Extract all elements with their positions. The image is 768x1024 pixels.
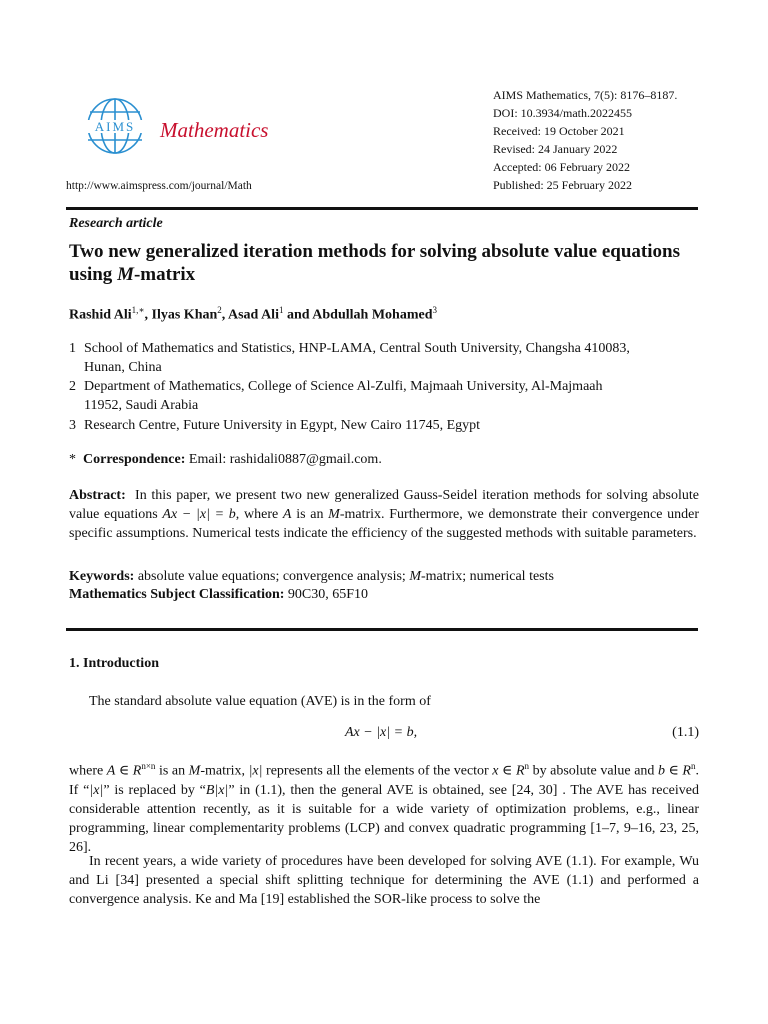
author-name: Abdullah Mohamed	[312, 307, 433, 323]
globe-icon	[74, 95, 156, 157]
section-divider	[66, 628, 698, 631]
author-name: Asad Ali	[228, 307, 279, 323]
title-line-1: Two new generalized iteration methods for solving absolute value equations	[69, 241, 680, 262]
abstract: Abstract: In this paper, we present two new generalized Gauss-Seidel iteration methods for solving absolute value equations Ax − |x| = b, where A is an M-matrix. Furthermore, we demonstrate their convergence under specific assumptions. Numerical tests indicate the efficiency of the suggested methods with suitable parameters.	[69, 488, 699, 541]
aims-logo	[74, 95, 156, 157]
equation-number: (1.1)	[672, 725, 699, 740]
author-name: Rashid Ali	[69, 307, 132, 323]
meta-line[interactable]: DOI: 10.3934/math.2022455	[493, 106, 632, 120]
author-name: Ilyas Khan	[151, 307, 218, 323]
affiliation-1: 1 School of Mathematics and Statistics, HNP-LAMA, Central South University, Changsha 410083, Hunan, China	[69, 341, 630, 375]
correspondence-email[interactable]: Email: rashidali0887@gmail.com.	[188, 452, 382, 467]
meta-line: Revised: 24 January 2022	[493, 142, 618, 156]
article-title	[69, 240, 709, 286]
journal-name: Mathematics	[160, 118, 269, 142]
author-list: Rashid Ali$^{1,∗}$, Ilyas Khan$^2$, Asad Ali$^1$ and Abdullah Mohamed$^3$	[69, 305, 437, 323]
equation-body: Ax − |x| = b,	[345, 725, 418, 740]
header-divider	[66, 207, 698, 210]
affiliation-2: 2 Department of Mathematics, College of Science Al-Zulfi, Majmaah University, Al-Majmaah 11952, Saudi Arabia	[69, 379, 603, 413]
article-type: Research article	[69, 216, 163, 231]
keywords: Keywords: absolute value equations; convergence analysis; M-matrix; numerical tests	[69, 569, 554, 584]
correspondence: * Correspondence: Email: rashidali0887@gmail.com.	[69, 452, 382, 467]
meta-line: Accepted: 06 February 2022	[493, 160, 630, 174]
meta-line: Published: 25 February 2022	[493, 178, 632, 192]
journal-url-link[interactable]: http://www.aimspress.com/journal/Math	[66, 180, 252, 192]
article-metadata	[493, 86, 677, 194]
meta-line: Received: 19 October 2021	[493, 124, 625, 138]
paragraph-2: In recent years, a wide variety of procedures have been developed for solving AVE (1.1). For example, Wu and Li [34] presented a special shift splitting technique for determining the AVE (1.1) and performed a convergence analysis. Ke and Ma [19] established the SOR-like process to solve the	[69, 854, 699, 907]
section-heading: 1. Introduction	[69, 656, 159, 671]
paragraph-1: where A ∈ $R^{n\times n}$ is an M-matrix, |x| represents all the elements of the vector x ∈ $R^n$ by absolute value and b ∈ $R^n$. If “|x|” is replaced by “B|x|” in (1.1), then the general AVE is obtained, see [24, 30] . The AVE has received considerable attention recently, as it is suitable for a wide variety of optimization problems, e.g., linear programming, linear complementarity problems (LCP) and convex quadratic programming [1–7, 9–16, 23, 25, 26].	[69, 761, 699, 855]
title-line-2: using M-matrix	[69, 264, 196, 285]
logo-text: AIMS	[94, 119, 136, 134]
intro-text: The standard absolute value equation (AVE) is in the form of	[89, 694, 431, 709]
meta-line: AIMS Mathematics, 7(5): 8176–8187.	[493, 88, 678, 102]
keywords-block	[69, 568, 554, 604]
equation-1-1	[69, 725, 699, 745]
msc: Mathematics Subject Classification: 90C30, 65F10	[69, 587, 369, 602]
affiliation-3: 3 Research Centre, Future University in Egypt, New Cairo 11745, Egypt	[69, 418, 481, 433]
